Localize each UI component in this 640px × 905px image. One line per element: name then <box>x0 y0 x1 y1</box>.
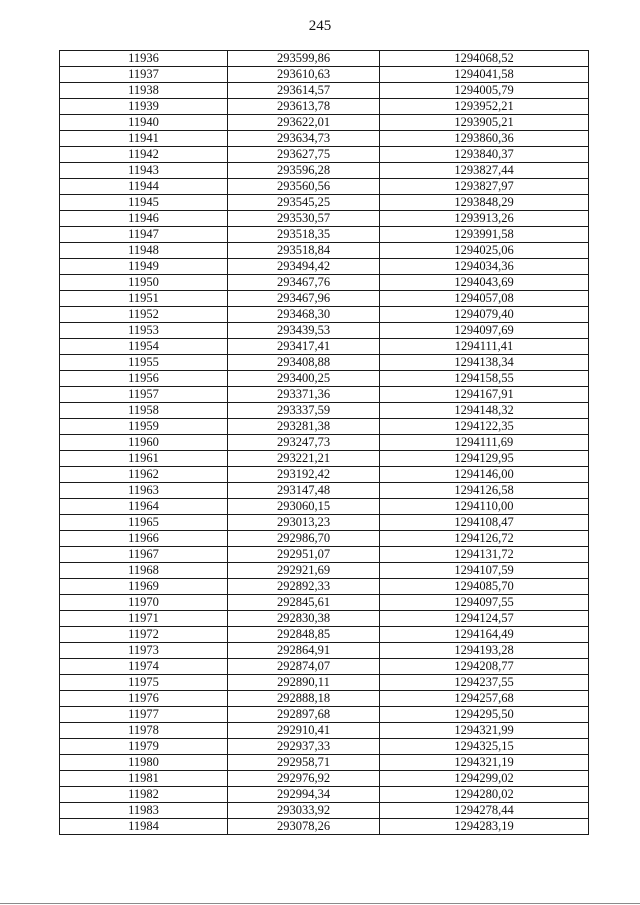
point-number-cell: 11946 <box>60 211 228 227</box>
y-coordinate-cell: 1294122,35 <box>380 419 589 435</box>
point-number-cell: 11958 <box>60 403 228 419</box>
table-row <box>60 739 589 755</box>
table-row <box>60 675 589 691</box>
y-coordinate-cell: 1294129,95 <box>380 451 589 467</box>
table-row <box>60 275 589 291</box>
point-number-cell: 11938 <box>60 83 228 99</box>
x-coordinate-cell: 293247,73 <box>228 435 380 451</box>
point-number-cell: 11978 <box>60 723 228 739</box>
x-coordinate-cell: 293599,86 <box>228 51 380 67</box>
point-number-cell: 11941 <box>60 131 228 147</box>
point-number-cell: 11970 <box>60 595 228 611</box>
y-coordinate-cell: 1293827,44 <box>380 163 589 179</box>
table-row <box>60 499 589 515</box>
y-coordinate-cell: 1293913,26 <box>380 211 589 227</box>
y-coordinate-cell: 1294280,02 <box>380 787 589 803</box>
point-number-cell: 11977 <box>60 707 228 723</box>
table-row <box>60 403 589 419</box>
table-row <box>60 435 589 451</box>
x-coordinate-cell: 293596,28 <box>228 163 380 179</box>
y-coordinate-cell: 1294043,69 <box>380 275 589 291</box>
table-row <box>60 595 589 611</box>
point-number-cell: 11949 <box>60 259 228 275</box>
point-number-cell: 11983 <box>60 803 228 819</box>
table-row <box>60 355 589 371</box>
x-coordinate-cell: 293627,75 <box>228 147 380 163</box>
table-row <box>60 467 589 483</box>
table-row <box>60 563 589 579</box>
point-number-cell: 11936 <box>60 51 228 67</box>
point-number-cell: 11963 <box>60 483 228 499</box>
x-coordinate-cell: 293530,57 <box>228 211 380 227</box>
table-row <box>60 131 589 147</box>
table-row <box>60 211 589 227</box>
point-number-cell: 11981 <box>60 771 228 787</box>
point-number-cell: 11961 <box>60 451 228 467</box>
point-number-cell: 11971 <box>60 611 228 627</box>
y-coordinate-cell: 1294111,41 <box>380 339 589 355</box>
y-coordinate-cell: 1294126,58 <box>380 483 589 499</box>
table-row <box>60 371 589 387</box>
point-number-cell: 11962 <box>60 467 228 483</box>
x-coordinate-cell: 293078,26 <box>228 819 380 835</box>
y-coordinate-cell: 1294097,55 <box>380 595 589 611</box>
point-number-cell: 11967 <box>60 547 228 563</box>
y-coordinate-cell: 1294167,91 <box>380 387 589 403</box>
y-coordinate-cell: 1293991,58 <box>380 227 589 243</box>
x-coordinate-cell: 293060,15 <box>228 499 380 515</box>
point-number-cell: 11942 <box>60 147 228 163</box>
point-number-cell: 11955 <box>60 355 228 371</box>
x-coordinate-cell: 292976,92 <box>228 771 380 787</box>
point-number-cell: 11960 <box>60 435 228 451</box>
x-coordinate-cell: 293337,59 <box>228 403 380 419</box>
point-number-cell: 11951 <box>60 291 228 307</box>
x-coordinate-cell: 293613,78 <box>228 99 380 115</box>
table-row <box>60 755 589 771</box>
table-row <box>60 611 589 627</box>
y-coordinate-cell: 1293848,29 <box>380 195 589 211</box>
x-coordinate-cell: 292958,71 <box>228 755 380 771</box>
x-coordinate-cell: 292951,07 <box>228 547 380 563</box>
y-coordinate-cell: 1294110,00 <box>380 499 589 515</box>
y-coordinate-cell: 1294321,99 <box>380 723 589 739</box>
y-coordinate-cell: 1294164,49 <box>380 627 589 643</box>
table-row <box>60 691 589 707</box>
table-row <box>60 291 589 307</box>
y-coordinate-cell: 1294126,72 <box>380 531 589 547</box>
y-coordinate-cell: 1294085,70 <box>380 579 589 595</box>
x-coordinate-cell: 292986,70 <box>228 531 380 547</box>
y-coordinate-cell: 1293840,37 <box>380 147 589 163</box>
point-number-cell: 11982 <box>60 787 228 803</box>
y-coordinate-cell: 1294158,55 <box>380 371 589 387</box>
point-number-cell: 11964 <box>60 499 228 515</box>
x-coordinate-cell: 292890,11 <box>228 675 380 691</box>
x-coordinate-cell: 292888,18 <box>228 691 380 707</box>
table-row <box>60 83 589 99</box>
table-row <box>60 483 589 499</box>
point-number-cell: 11940 <box>60 115 228 131</box>
table-row <box>60 387 589 403</box>
y-coordinate-cell: 1294108,47 <box>380 515 589 531</box>
x-coordinate-cell: 293033,92 <box>228 803 380 819</box>
x-coordinate-cell: 293614,57 <box>228 83 380 99</box>
table-row <box>60 627 589 643</box>
x-coordinate-cell: 293439,53 <box>228 323 380 339</box>
table-row <box>60 819 589 835</box>
point-number-cell: 11966 <box>60 531 228 547</box>
point-number-cell: 11954 <box>60 339 228 355</box>
x-coordinate-cell: 293467,76 <box>228 275 380 291</box>
table-row <box>60 707 589 723</box>
table-row <box>60 803 589 819</box>
point-number-cell: 11965 <box>60 515 228 531</box>
table-row <box>60 531 589 547</box>
table-row <box>60 51 589 67</box>
point-number-cell: 11939 <box>60 99 228 115</box>
point-number-cell: 11979 <box>60 739 228 755</box>
y-coordinate-cell: 1293827,97 <box>380 179 589 195</box>
x-coordinate-cell: 293468,30 <box>228 307 380 323</box>
point-number-cell: 11950 <box>60 275 228 291</box>
y-coordinate-cell: 1294005,79 <box>380 83 589 99</box>
y-coordinate-cell: 1294148,32 <box>380 403 589 419</box>
x-coordinate-cell: 293417,41 <box>228 339 380 355</box>
point-number-cell: 11937 <box>60 67 228 83</box>
y-coordinate-cell: 1294237,55 <box>380 675 589 691</box>
y-coordinate-cell: 1294025,06 <box>380 243 589 259</box>
x-coordinate-cell: 292994,34 <box>228 787 380 803</box>
y-coordinate-cell: 1294208,77 <box>380 659 589 675</box>
table-row <box>60 419 589 435</box>
point-number-cell: 11974 <box>60 659 228 675</box>
x-coordinate-cell: 293281,38 <box>228 419 380 435</box>
x-coordinate-cell: 292845,61 <box>228 595 380 611</box>
x-coordinate-cell: 293610,63 <box>228 67 380 83</box>
y-coordinate-cell: 1294079,40 <box>380 307 589 323</box>
y-coordinate-cell: 1294034,36 <box>380 259 589 275</box>
page-number: 245 <box>308 18 332 34</box>
table-row <box>60 771 589 787</box>
page-bottom-edge <box>0 903 640 904</box>
y-coordinate-cell: 1294097,69 <box>380 323 589 339</box>
x-coordinate-cell: 293408,88 <box>228 355 380 371</box>
x-coordinate-cell: 292897,68 <box>228 707 380 723</box>
x-coordinate-cell: 293494,42 <box>228 259 380 275</box>
x-coordinate-cell: 292874,07 <box>228 659 380 675</box>
point-number-cell: 11957 <box>60 387 228 403</box>
y-coordinate-cell: 1294193,28 <box>380 643 589 659</box>
y-coordinate-cell: 1294107,59 <box>380 563 589 579</box>
point-number-cell: 11944 <box>60 179 228 195</box>
table-row <box>60 163 589 179</box>
table-row <box>60 659 589 675</box>
point-number-cell: 11968 <box>60 563 228 579</box>
y-coordinate-cell: 1294057,08 <box>380 291 589 307</box>
point-number-cell: 11952 <box>60 307 228 323</box>
table-row <box>60 643 589 659</box>
x-coordinate-cell: 293634,73 <box>228 131 380 147</box>
y-coordinate-cell: 1294278,44 <box>380 803 589 819</box>
table-row <box>60 147 589 163</box>
x-coordinate-cell: 293221,21 <box>228 451 380 467</box>
y-coordinate-cell: 1294299,02 <box>380 771 589 787</box>
table-row <box>60 243 589 259</box>
x-coordinate-cell: 292892,33 <box>228 579 380 595</box>
x-coordinate-cell: 292864,91 <box>228 643 380 659</box>
point-number-cell: 11948 <box>60 243 228 259</box>
table-row <box>60 179 589 195</box>
y-coordinate-cell: 1294138,34 <box>380 355 589 371</box>
point-number-cell: 11975 <box>60 675 228 691</box>
y-coordinate-cell: 1294257,68 <box>380 691 589 707</box>
point-number-cell: 11976 <box>60 691 228 707</box>
point-number-cell: 11973 <box>60 643 228 659</box>
y-coordinate-cell: 1294068,52 <box>380 51 589 67</box>
point-number-cell: 11945 <box>60 195 228 211</box>
point-number-cell: 11969 <box>60 579 228 595</box>
x-coordinate-cell: 293518,35 <box>228 227 380 243</box>
x-coordinate-cell: 293371,36 <box>228 387 380 403</box>
y-coordinate-cell: 1293860,36 <box>380 131 589 147</box>
coordinates-table-body <box>60 51 589 835</box>
table-row <box>60 99 589 115</box>
y-coordinate-cell: 1294325,15 <box>380 739 589 755</box>
table-row <box>60 339 589 355</box>
point-number-cell: 11984 <box>60 819 228 835</box>
coordinates-table <box>59 50 589 835</box>
y-coordinate-cell: 1293905,21 <box>380 115 589 131</box>
point-number-cell: 11956 <box>60 371 228 387</box>
table-row <box>60 515 589 531</box>
y-coordinate-cell: 1294041,58 <box>380 67 589 83</box>
point-number-cell: 11943 <box>60 163 228 179</box>
point-number-cell: 11959 <box>60 419 228 435</box>
table-row <box>60 115 589 131</box>
table-row <box>60 723 589 739</box>
table-row <box>60 67 589 83</box>
point-number-cell: 11947 <box>60 227 228 243</box>
y-coordinate-cell: 1294124,57 <box>380 611 589 627</box>
table-row <box>60 579 589 595</box>
table-row <box>60 323 589 339</box>
table-row <box>60 307 589 323</box>
table-row <box>60 195 589 211</box>
table-row <box>60 787 589 803</box>
x-coordinate-cell: 292921,69 <box>228 563 380 579</box>
x-coordinate-cell: 293560,56 <box>228 179 380 195</box>
x-coordinate-cell: 292937,33 <box>228 739 380 755</box>
point-number-cell: 11953 <box>60 323 228 339</box>
x-coordinate-cell: 292830,38 <box>228 611 380 627</box>
y-coordinate-cell: 1294321,19 <box>380 755 589 771</box>
y-coordinate-cell: 1294146,00 <box>380 467 589 483</box>
y-coordinate-cell: 1294111,69 <box>380 435 589 451</box>
table-row <box>60 259 589 275</box>
y-coordinate-cell: 1294283,19 <box>380 819 589 835</box>
point-number-cell: 11980 <box>60 755 228 771</box>
x-coordinate-cell: 293518,84 <box>228 243 380 259</box>
table-row <box>60 451 589 467</box>
x-coordinate-cell: 293622,01 <box>228 115 380 131</box>
point-number-cell: 11972 <box>60 627 228 643</box>
x-coordinate-cell: 293192,42 <box>228 467 380 483</box>
x-coordinate-cell: 293467,96 <box>228 291 380 307</box>
x-coordinate-cell: 292848,85 <box>228 627 380 643</box>
x-coordinate-cell: 292910,41 <box>228 723 380 739</box>
table-row <box>60 227 589 243</box>
table-row <box>60 547 589 563</box>
x-coordinate-cell: 293400,25 <box>228 371 380 387</box>
y-coordinate-cell: 1294295,50 <box>380 707 589 723</box>
x-coordinate-cell: 293545,25 <box>228 195 380 211</box>
y-coordinate-cell: 1293952,21 <box>380 99 589 115</box>
x-coordinate-cell: 293147,48 <box>228 483 380 499</box>
x-coordinate-cell: 293013,23 <box>228 515 380 531</box>
y-coordinate-cell: 1294131,72 <box>380 547 589 563</box>
